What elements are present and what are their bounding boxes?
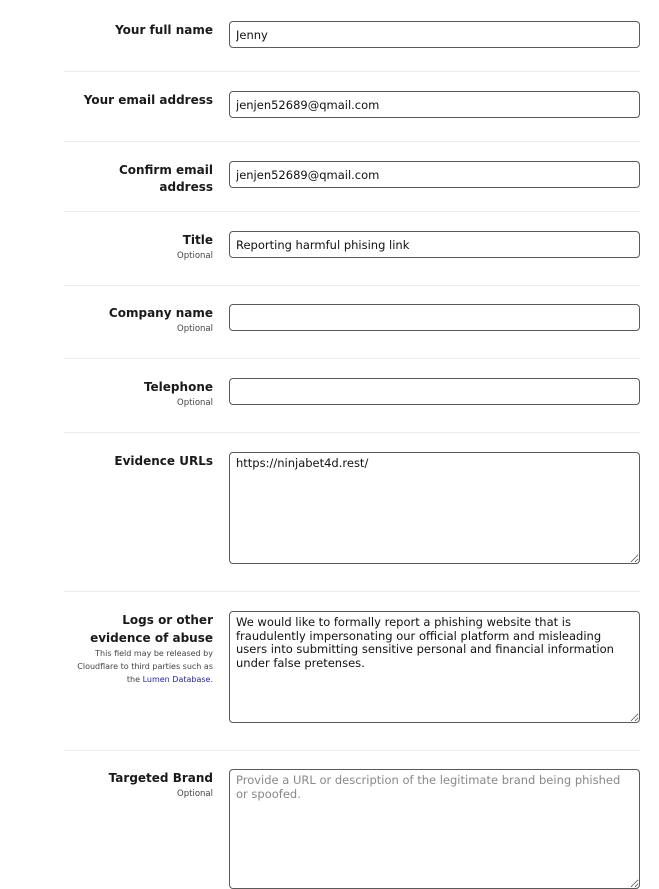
divider <box>64 211 640 212</box>
divider <box>64 71 640 72</box>
email-input[interactable] <box>229 91 640 118</box>
logs-release-note <box>64 647 213 686</box>
telephone-input[interactable] <box>229 378 640 405</box>
lumen-database-link[interactable]: Lumen Database <box>142 675 211 684</box>
company-input[interactable] <box>229 304 640 331</box>
title-input[interactable] <box>229 231 640 258</box>
confirm-email-label: Confirm email address <box>118 163 213 194</box>
divider <box>64 358 640 359</box>
full-name-input[interactable] <box>229 21 640 48</box>
confirm-email-input[interactable] <box>229 161 640 188</box>
title-optional-hint: Optional <box>177 251 213 261</box>
logs-textarea[interactable] <box>229 611 640 723</box>
email-label: Your email address <box>83 93 213 107</box>
logs-label: Logs or other evidence of abuse <box>90 613 213 645</box>
telephone-optional-hint: Optional <box>177 398 213 408</box>
logs-note-end: . <box>210 675 213 684</box>
title-label: Title <box>182 233 213 247</box>
divider <box>64 750 640 751</box>
divider <box>64 141 640 142</box>
divider <box>64 285 640 286</box>
targeted-brand-label: Targeted Brand <box>108 771 213 785</box>
telephone-label: Telephone <box>143 380 213 394</box>
divider <box>64 432 640 433</box>
evidence-urls-label: Evidence URLs <box>114 454 213 468</box>
company-label: Company name <box>108 306 213 320</box>
logs-note-text: This field may be released by Cloudflare to third parties such as the <box>77 649 213 684</box>
divider <box>64 591 640 592</box>
targeted-brand-textarea[interactable] <box>229 769 640 889</box>
full-name-label: Your full name <box>115 23 213 37</box>
targeted-brand-optional-hint: Optional <box>177 789 213 799</box>
company-optional-hint: Optional <box>177 324 213 334</box>
evidence-urls-textarea[interactable] <box>229 452 640 564</box>
